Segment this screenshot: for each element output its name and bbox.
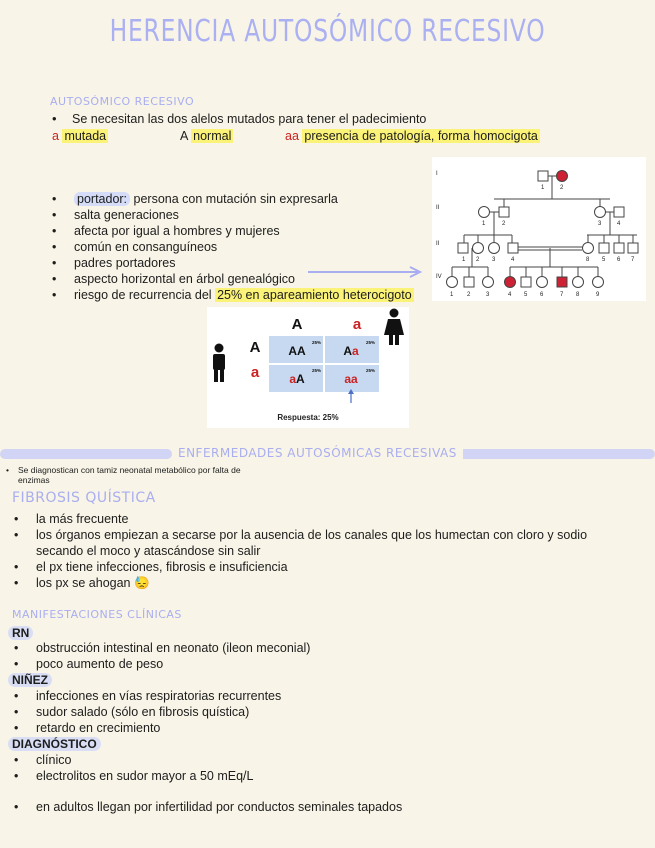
allele-aa-text: presencia de patología, forma homocigota [304, 129, 538, 143]
allele-a-def [52, 128, 108, 144]
list-item-text: la más frecuente [36, 512, 129, 526]
bullet-text: Se necesitan las dos alelos mutados para tener el padecimiento [72, 112, 427, 126]
male-symbol [499, 207, 509, 217]
gen3-number: 3 [492, 257, 496, 263]
male-symbol [628, 243, 638, 253]
gen4-number: 9 [596, 292, 600, 298]
punnett-cell: aA [289, 372, 305, 386]
list-item: • la más frecuente [14, 512, 129, 526]
col-header-A: A [291, 316, 303, 333]
gen4-number: 1 [450, 292, 454, 298]
male-symbol [614, 207, 624, 217]
female-symbol [483, 277, 494, 288]
col-header-a: a [352, 316, 362, 333]
list-item [14, 543, 587, 559]
list-item-text: aspecto horizontal en árbol genealógico [74, 272, 295, 286]
gen3-number: 5 [602, 257, 606, 263]
list-item: • el px tiene infecciones, fibrosis e insuficiencia [14, 560, 288, 574]
cell-pct: 25% [312, 368, 322, 373]
male-figure-icon [213, 344, 225, 383]
female-symbol [447, 277, 458, 288]
list-item-text: común en consanguíneos [74, 240, 218, 254]
male-symbol [458, 243, 468, 253]
male-symbol [538, 171, 548, 181]
row-header-A: A [249, 339, 261, 356]
punnett-cell: Aa [343, 344, 359, 358]
rn-list [14, 640, 310, 672]
fibrosis-heading: FIBROSIS QUÍSTICA [12, 490, 156, 506]
list-item-text: electrolitos en sudor mayor a 50 mEq/L [36, 769, 254, 783]
portador-label: portador: [74, 192, 130, 206]
list-item-text: secando el moco y atascándose sin salir [36, 544, 261, 558]
list-item: • electrolitos en sudor mayor a 50 mEq/L [14, 769, 254, 783]
allele-aa-def [285, 128, 540, 144]
gen4-number: 4 [508, 292, 512, 298]
gen-label: II [436, 205, 440, 211]
gen2-number: 1 [482, 221, 486, 227]
characteristics-list [52, 191, 414, 303]
list-item: • clínico [14, 753, 72, 767]
affected-female-symbol [557, 171, 568, 182]
list-item: • aspecto horizontal en árbol genealógico [52, 272, 295, 286]
list-item-text: en adultos llegan por infertilidad por conductos seminales tapados [36, 800, 403, 814]
male-symbol [464, 277, 474, 287]
list-item: • salta generaciones [52, 208, 179, 222]
section-bar-label: ENFERMEDADES AUTOSÓMICAS RECESIVAS [172, 446, 463, 460]
list-item: • retardo en crecimiento [14, 721, 161, 735]
manifestaciones-heading: MANIFESTACIONES CLÍNICAS [12, 608, 182, 621]
female-symbol [595, 207, 606, 218]
list-item-text: padres portadores [74, 256, 176, 270]
bullet-alelos [52, 111, 426, 127]
gen3-number: 2 [476, 257, 480, 263]
cell-pct: 25% [366, 368, 376, 373]
gen4-number: 7 [560, 292, 564, 298]
portador-text: persona con mutación sin expresarla [133, 192, 338, 206]
list-item: • los px se ahogan 😓 [14, 576, 150, 590]
gen3-number: 8 [586, 257, 590, 263]
pedigree-svg [432, 157, 646, 301]
gen1-number: 2 [560, 185, 564, 191]
ninez-label: NIÑEZ [8, 673, 52, 687]
female-symbol [479, 207, 490, 218]
list-item-text: afecta por igual a hombres y mujeres [74, 224, 280, 238]
gen2-number: 3 [598, 221, 602, 227]
punnett-cell: AA [288, 344, 306, 358]
female-symbol [537, 277, 548, 288]
list-item: • portador: persona con mutación sin expresarla [52, 192, 338, 206]
gen3-number: 6 [617, 257, 621, 263]
gen4-number: 2 [467, 292, 471, 298]
risk-prefix: riesgo de recurrencia del [74, 288, 212, 302]
affected-female-symbol [505, 277, 516, 288]
female-symbol [489, 243, 500, 254]
list-item-text: salta generaciones [74, 208, 179, 222]
list-item: • poco aumento de peso [14, 657, 164, 671]
gen2-number: 4 [617, 221, 621, 227]
tamiz-note: • Se diagnostican con tamiz neonatal metabólico por falta de enzimas [6, 465, 241, 485]
bullet-dot: • [52, 111, 57, 126]
list-item: • obstrucción intestinal en neonato (ileon meconial) [14, 641, 311, 655]
affected-male-symbol [557, 277, 567, 287]
list-item: • los órganos empiezan a secarse por la ausencia de los canales que los humectan con cloro y sodio [14, 528, 588, 542]
pedigree-chart [432, 157, 646, 301]
rn-label: RN [8, 626, 33, 640]
male-symbol [508, 243, 518, 253]
gen4-number: 3 [486, 292, 490, 298]
gen-label: IV [436, 274, 442, 280]
section-heading-autosomico: AUTOSÓMICO RECESIVO [50, 95, 195, 108]
list-item-text: los px se ahogan [36, 576, 131, 590]
male-symbol [614, 243, 624, 253]
female-symbol [473, 243, 484, 254]
punnett-answer: Respuesta: 25% [277, 413, 339, 422]
section-bar-enfermedades [0, 446, 655, 462]
list-item-text: obstrucción intestinal en neonato (ileon meconial) [36, 641, 311, 655]
punnett-svg [207, 307, 409, 428]
final-list [14, 799, 402, 815]
gen4-number: 6 [540, 292, 544, 298]
gen3-number: 4 [511, 257, 515, 263]
list-item: • en adultos llegan por infertilidad por conductos seminales tapados [14, 800, 403, 814]
list-item-text: infecciones en vías respiratorias recurrentes [36, 689, 282, 703]
gen4-number: 8 [576, 292, 580, 298]
diagnostico-list [14, 752, 253, 784]
female-figure-icon [384, 309, 404, 346]
list-item-text: sudor salado (sólo en fibrosis quística) [36, 705, 250, 719]
list-item: • infecciones en vías respiratorias recurrentes [14, 689, 282, 703]
allele-A-text: normal [193, 129, 232, 143]
note-line: enzimas [18, 475, 50, 485]
gen-label: I [436, 171, 438, 177]
female-symbol [583, 243, 594, 254]
ninez-list [14, 688, 281, 736]
male-symbol [599, 243, 609, 253]
sweat-emoji-icon: 😓 [134, 576, 150, 590]
list-item-text: el px tiene infecciones, fibrosis e insuficiencia [36, 560, 288, 574]
list-item-text: los órganos empiezan a secarse por la ausencia de los canales que los humectan con cloro y sodio [36, 528, 588, 542]
allele-a-symbol: a [52, 129, 59, 143]
diagnostico-label: DIAGNÓSTICO [8, 737, 101, 751]
gen-label: II [436, 241, 440, 247]
row-header-a: a [250, 364, 260, 381]
allele-A-symbol: A [180, 129, 188, 143]
list-item-text: retardo en crecimiento [36, 721, 161, 735]
risk-highlight: 25% en apareamiento heterocigoto [217, 288, 412, 302]
male-symbol [521, 277, 531, 287]
cell-pct: 25% [366, 340, 376, 345]
punnett-cell: aa [344, 372, 358, 386]
list-item: • riesgo de recurrencia del 25% en apareamiento heterocigoto [52, 288, 412, 302]
gen4-number: 5 [524, 292, 528, 298]
allele-aa-symbol: aa [285, 129, 299, 143]
female-symbol [593, 277, 604, 288]
cell-pct: 25% [312, 340, 322, 345]
gen3-number: 7 [631, 257, 635, 263]
allele-a-text: mutada [64, 129, 107, 143]
list-item-text: poco aumento de peso [36, 657, 164, 671]
list-item: • sudor salado (sólo en fibrosis quística) [14, 705, 250, 719]
allele-A-def [180, 128, 233, 144]
list-item: • afecta por igual a hombres y mujeres [52, 224, 280, 238]
gen2-number: 2 [502, 221, 506, 227]
note-line: Se diagnostican con tamiz neonatal metabólico por falta de [18, 465, 241, 475]
fibrosis-list [14, 511, 587, 591]
list-item-text: clínico [36, 753, 72, 767]
gen3-number: 1 [462, 257, 466, 263]
female-symbol [573, 277, 584, 288]
list-item: • común en consanguíneos [52, 240, 218, 254]
arrow-to-pedigree-icon [306, 265, 426, 279]
page-title: HERENCIA AUTOSÓMICO RECESIVO [109, 14, 546, 49]
gen1-number: 1 [541, 185, 545, 191]
punnett-square [207, 307, 409, 428]
list-item: • padres portadores [52, 256, 176, 270]
